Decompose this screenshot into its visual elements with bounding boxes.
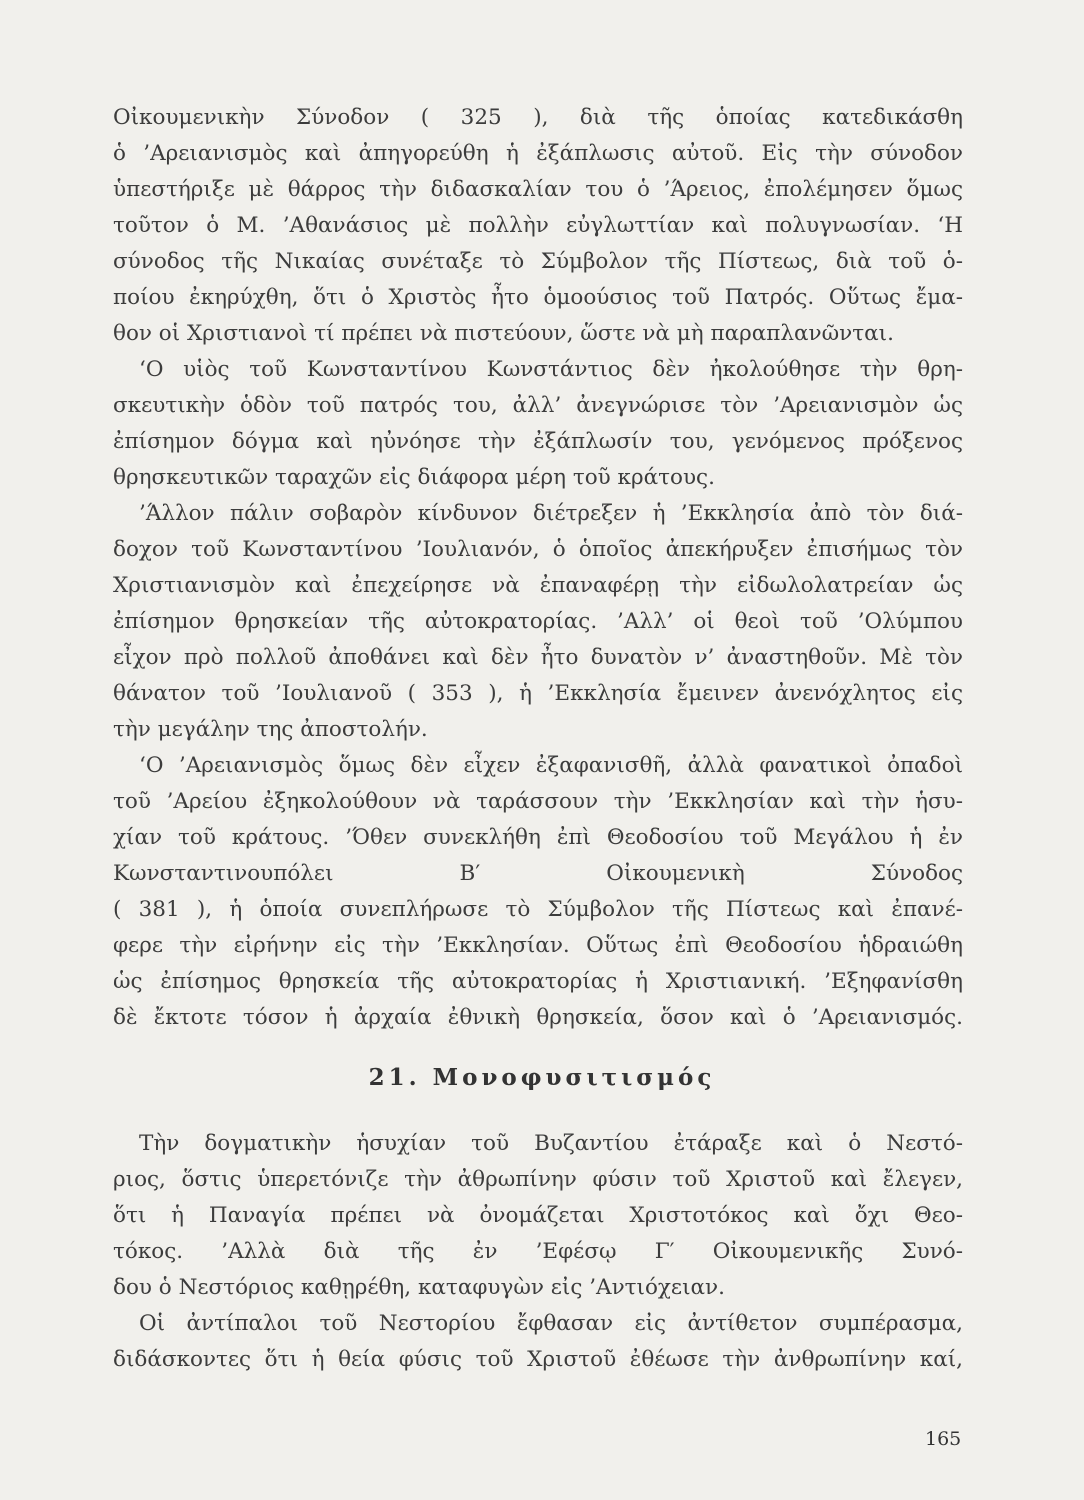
text-line: θάνατον τοῦ ’Ιουλιανοῦ ( 353 ), ἡ ’Εκκλησία ἔμεινεν ἀνενόχλητος εἰς [113,681,963,706]
text-line: Οἰκουμενικὴν Σύνοδον ( 325 ), διὰ τῆς ὁποίας κατεδικάσθη [113,105,963,130]
text-line: τὴν μεγάλην της ἀποστολήν. [113,717,428,742]
text-line: χίαν τοῦ κράτους. ’Όθεν συνεκλήθη ἐπὶ Θεοδοσίου τοῦ Μεγάλου ἡ ἐν [113,825,963,850]
text-line: ὅτι ἡ Παναγία πρέπει νὰ ὀνομάζεται Χριστοτόκος καὶ ὄχι Θεο- [113,1203,963,1228]
body-text-top [113,100,963,1036]
text-line: ἐπίσημον θρησκείαν τῆς αὐτοκρατορίας. ’Αλλ’ οἱ θεοὶ τοῦ ’Ολύμπου [113,609,963,634]
text-line: σκευτικὴν ὁδὸν τοῦ πατρός του, ἀλλ’ ἀνεγνώρισε τὸν ’Αρειανισμὸν ὡς [113,393,963,418]
text-line: θρησκευτικῶν ταραχῶν εἰς διάφορα μέρη τοῦ κράτους. [113,465,715,490]
text-line: τοῦτον ὁ Μ. ’Αθανάσιος μὲ πολλὴν εὐγλωττίαν καὶ πολυγνωσίαν. ‘Η [113,213,963,238]
text-line: ὁ ’Αρειανισμὸς καὶ ἀπηγορεύθη ἡ ἐξάπλωσις αὐτοῦ. Εἰς τὴν σύνοδον [113,141,963,166]
text-line: σύνοδος τῆς Νικαίας συνέταξε τὸ Σύμβολον τῆς Πίστεως, διὰ τοῦ ὁ- [113,249,963,274]
text-line: ποίου ἐκηρύχθη, ὅτι ὁ Χριστὸς ἦτο ὁμοούσιος τοῦ Πατρός. Οὕτως ἔμα- [113,285,963,310]
text-line: Χριστιανισμὸν καὶ ἐπεχείρησε νὰ ἐπαναφέρῃ τὴν εἰδωλολατρείαν ὡς [113,573,963,598]
text-line: ’Άλλον πάλιν σοβαρὸν κίνδυνον διέτρεξεν ἡ ’Εκκλησία ἀπὸ τὸν διά- [139,501,963,526]
text-line: ‘Ο ’Αρειανισμὸς ὅμως δὲν εἶχεν ἐξαφανισθῆ, ἀλλὰ φανατικοὶ ὀπαδοὶ [139,753,963,778]
text-line: ἐπίσημον δόγμα καὶ ηὐνόησε τὴν ἐξάπλωσίν του, γενόμενος πρόξενος [113,429,963,454]
text-line: δὲ ἔκτοτε τόσον ἡ ἀρχαία ἐθνικὴ θρησκεία, ὅσον καὶ ὁ ’Αρειανισμός. [113,1005,963,1030]
text-line: Τὴν δογματικὴν ἡσυχίαν τοῦ Βυζαντίου ἐτάραξε καὶ ὁ Νεστό- [139,1131,963,1156]
text-line: Κωνσταντινουπόλει Β′ Οἰκουμενικὴ Σύνοδος [113,861,963,886]
text-line: τόκος. ’Αλλὰ διὰ τῆς ἐν ’Εφέσῳ Γ′ Οἰκουμενικῆς Συνό- [113,1239,963,1264]
text-line: διδάσκοντες ὅτι ἡ θεία φύσις τοῦ Χριστοῦ ἐθέωσε τὴν ἀνθρωπίνην καί, [113,1347,963,1372]
section-heading: 21. Μονοφυσιτισμός [368,1064,716,1091]
body-text-bottom [113,1126,963,1378]
text-line: ‘Ο υἱὸς τοῦ Κωνσταντίνου Κωνστάντιος δὲν ἠκολούθησε τὴν θρη- [139,357,963,382]
text-line: φερε τὴν εἰρήνην εἰς τὴν ’Εκκλησίαν. Οὕτως ἐπὶ Θεοδοσίου ἡδραιώθη [113,933,963,958]
text-line: δοχον τοῦ Κωνσταντίνου ’Ιουλιανόν, ὁ ὁποῖος ἀπεκήρυξεν ἐπισήμως τὸν [113,537,963,562]
text-line: θον οἱ Χριστιανοὶ τί πρέπει νὰ πιστεύουν, ὥστε νὰ μὴ παραπλανῶνται. [113,321,894,346]
text-line: ὑπεστήριξε μὲ θάρρος τὴν διδασκαλίαν του ὁ ’Άρειος, ἐπολέμησεν ὅμως [113,177,963,202]
text-line: Οἱ ἀντίπαλοι τοῦ Νεστορίου ἔφθασαν εἰς ἀντίθετον συμπέρασμα, [139,1311,963,1336]
text-line: τοῦ ’Αρείου ἐξηκολούθουν νὰ ταράσσουν τὴν ’Εκκλησίαν καὶ τὴν ἡσυ- [113,789,963,814]
text-line: ὡς ἐπίσημος θρησκεία τῆς αὐτοκρατορίας ἡ Χριστιανική. ’Εξηφανίσθη [113,969,963,994]
page-number: 165 [925,1428,962,1450]
text-line: δου ὁ Νεστόριος καθῃρέθη, καταφυγὼν εἰς ’Αντιόχειαν. [113,1275,725,1300]
text-line: εἶχον πρὸ πολλοῦ ἀποθάνει καὶ δὲν ἦτο δυνατὸν ν’ ἀναστηθοῦν. Μὲ τὸν [113,645,963,670]
text-line: ( 381 ), ἡ ὁποία συνεπλήρωσε τὸ Σύμβολον τῆς Πίστεως καὶ ἐπανέ- [113,897,963,922]
text-line: ριος, ὅστις ὑπερετόνιζε τὴν ἀθρωπίνην φύσιν τοῦ Χριστοῦ καὶ ἔλεγεν, [113,1167,963,1192]
